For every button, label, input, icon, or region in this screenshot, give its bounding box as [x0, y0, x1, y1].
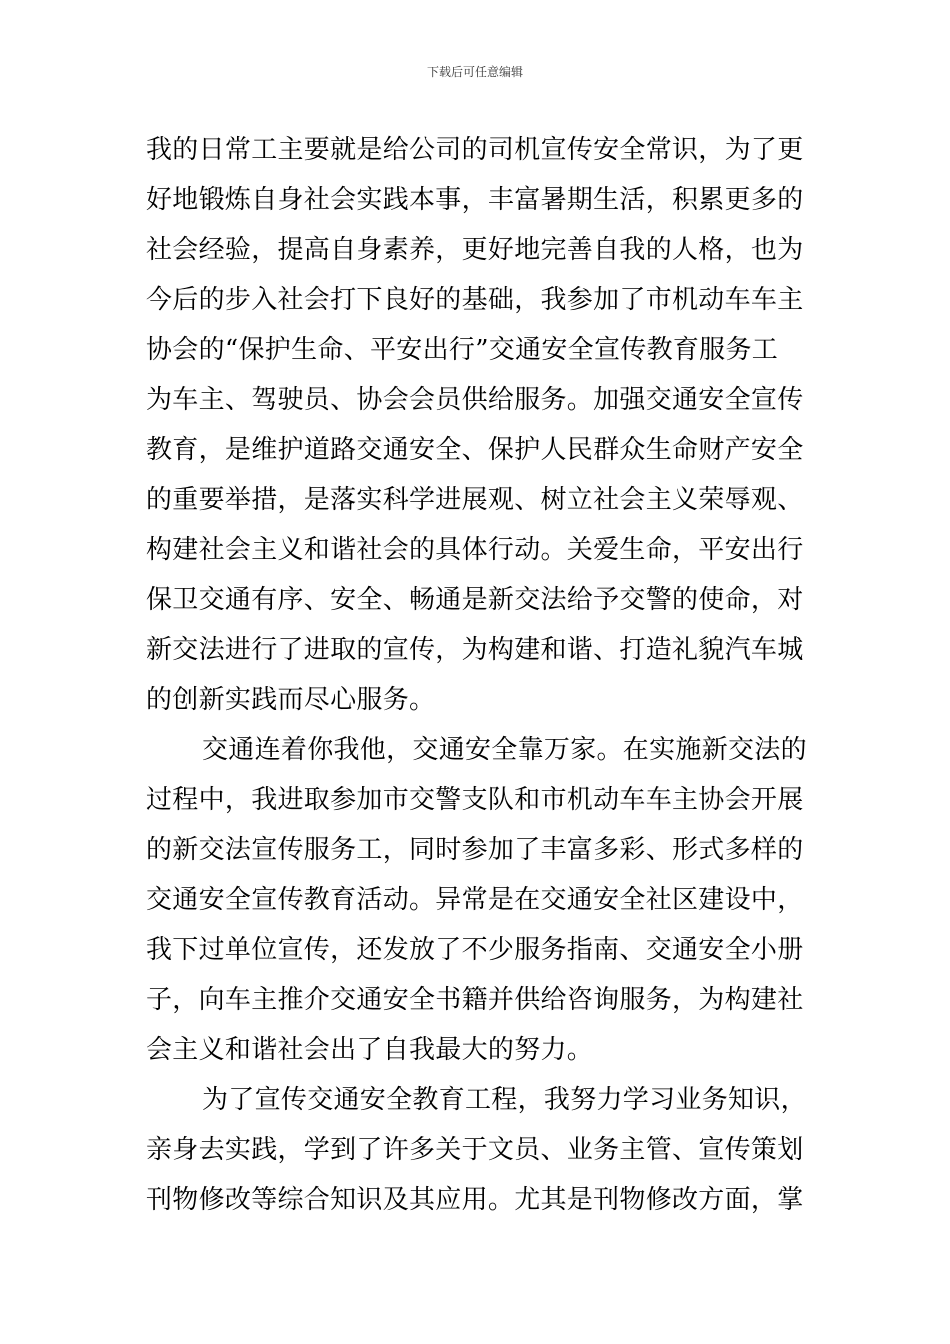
text-line: 社会经验，提高自身素养，更好地完善自我的人格，也为	[146, 235, 804, 265]
text-line: 刊物修改等综合知识及其应用。尤其是刊物修改方面，掌	[146, 1185, 804, 1215]
text-line: 我下过单位宣传，还发放了不少服务指南、交通安全小册	[146, 935, 804, 965]
text-line: 子，向车主推介交通安全书籍并供给咨询服务，为构建社	[146, 985, 804, 1015]
text-line: 交通连着你我他，交通安全靠万家。在实施新交法的	[202, 735, 807, 765]
text-line: 好地锻炼自身社会实践本事，丰富暑期生活，积累更多的	[146, 185, 804, 215]
text-line: 我的日常工主要就是给公司的司机宣传安全常识，为了更	[146, 135, 804, 165]
text-line: 亲身去实践，学到了许多关于文员、业务主管、宣传策划	[146, 1135, 804, 1165]
text-line: 新交法进行了进取的宣传，为构建和谐、打造礼貌汽车城	[146, 635, 804, 665]
text-line: 会主义和谐社会出了自我最大的努力。	[146, 1035, 594, 1065]
text-line: 保卫交通有序、安全、畅通是新交法给予交警的使命，对	[146, 585, 804, 615]
text-line: 为车主、驾驶员、协会会员供给服务。加强交通安全宣传	[146, 385, 804, 415]
text-line: 的创新实践而尽心服务。	[146, 685, 436, 715]
text-line: 教育，是维护道路交通安全、保护人民群众生命财产安全	[146, 435, 804, 465]
text-line: 的重要举措，是落实科学进展观、树立社会主义荣辱观、	[146, 485, 804, 515]
page-header: 下载后可任意编辑	[426, 65, 523, 79]
text-line: 今后的步入社会打下良好的基础，我参加了市机动车车主	[146, 285, 804, 315]
text-line: 协会的“保护生命、平安出行”交通安全宣传教育服务工	[146, 335, 779, 365]
text-line: 过程中，我进取参加市交警支队和市机动车车主协会开展	[146, 785, 804, 815]
text-line: 交通安全宣传教育活动。异常是在交通安全社区建设中，	[146, 885, 804, 915]
text-line: 为了宣传交通安全教育工程，我努力学习业务知识，	[202, 1085, 807, 1115]
text-line: 的新交法宣传服务工，同时参加了丰富多彩、形式多样的	[146, 835, 804, 865]
text-line: 构建社会主义和谐社会的具体行动。关爱生命，平安出行	[146, 535, 804, 565]
